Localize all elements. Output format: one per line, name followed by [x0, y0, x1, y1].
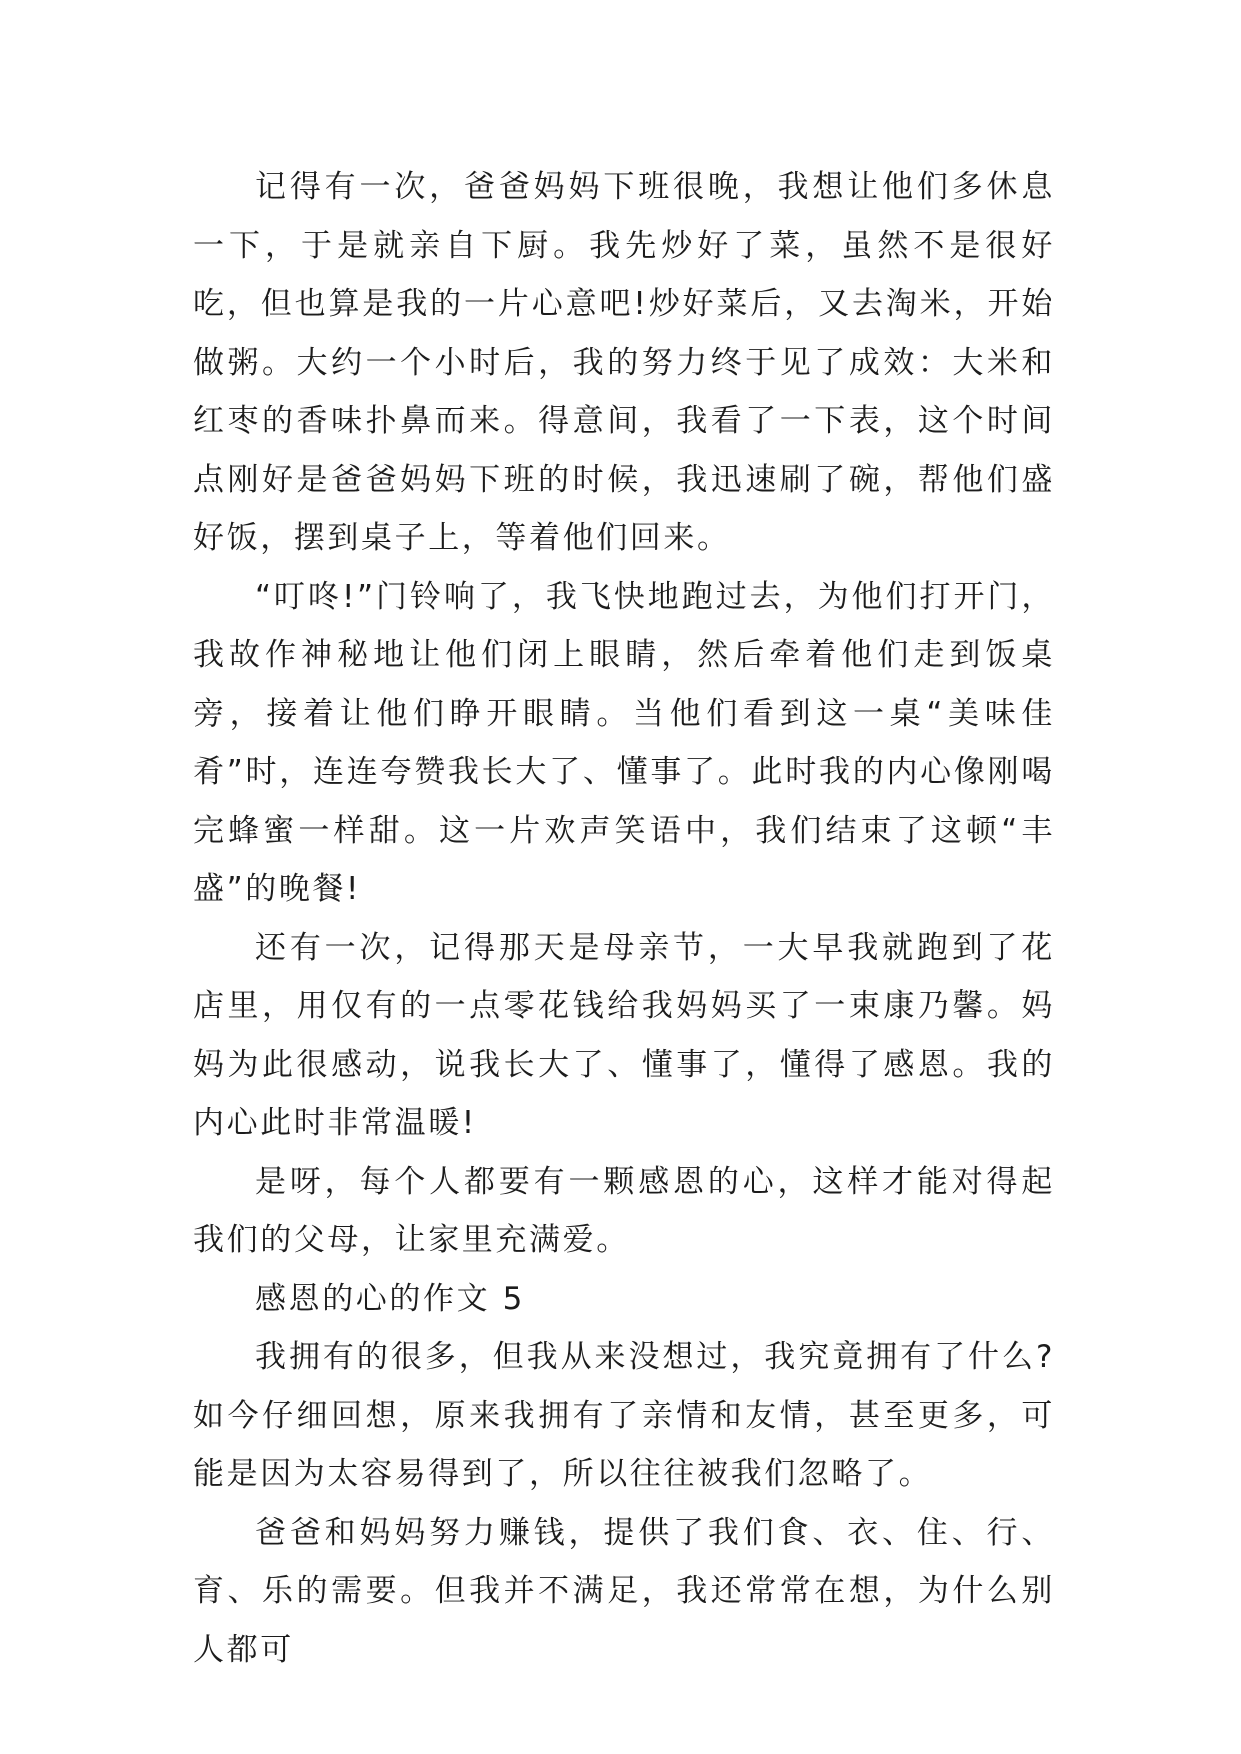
essay-heading: 感恩的心的作文 5	[255, 1280, 525, 1317]
paragraph-gratitude: 是呀，每个人都要有一颗感恩的心，这样才能对得起我们的父母，让家里充满爱。	[193, 1163, 1055, 1258]
paragraph-mothers-day: 还有一次，记得那天是母亲节，一大早我就跑到了花店里，用仅有的一点零花钱给我妈妈买了一束康乃馨。妈妈为此很感动，说我长大了、懂事了，懂得了感恩。我的内心此时非常温暖!	[193, 929, 1055, 1141]
paragraph-parents: 爸爸和妈妈努力赚钱，提供了我们食、衣、住、行、育、乐的需要。但我并不满足，我还常常在想，为什么别人都可	[193, 1514, 1055, 1668]
essay-body	[193, 158, 1055, 1679]
paragraph-doorbell: “叮咚!”门铃响了，我飞快地跑过去，为他们打开门，我故作神秘地让他们闭上眼睛，然后牵着他们走到饭桌旁，接着让他们睁开眼睛。当他们看到这一桌“美味佳肴”时，连连夸赞我长大了、懂事了。此时我的内心像刚喝完蜂蜜一样甜。这一片欢声笑语中，我们结束了这顿“丰盛”的晚餐!	[193, 578, 1055, 907]
paragraph-cooking: 记得有一次，爸爸妈妈下班很晚，我想让他们多休息一下，于是就亲自下厨。我先炒好了菜，虽然不是很好吃，但也算是我的一片心意吧!炒好菜后，又去淘米，开始做粥。大约一个小时后，我的努力终于见了成效：大米和红枣的香味扑鼻而来。得意间，我看了一下表，这个时间点刚好是爸爸妈妈下班的时候，我迅速刷了碗，帮他们盛好饭，摆到桌子上，等着他们回来。	[193, 169, 1055, 556]
paragraph-possessions: 我拥有的很多，但我从来没想过，我究竟拥有了什么?如今仔细回想，原来我拥有了亲情和友情，甚至更多，可能是因为太容易得到了，所以往往被我们忽略了。	[193, 1339, 1055, 1492]
